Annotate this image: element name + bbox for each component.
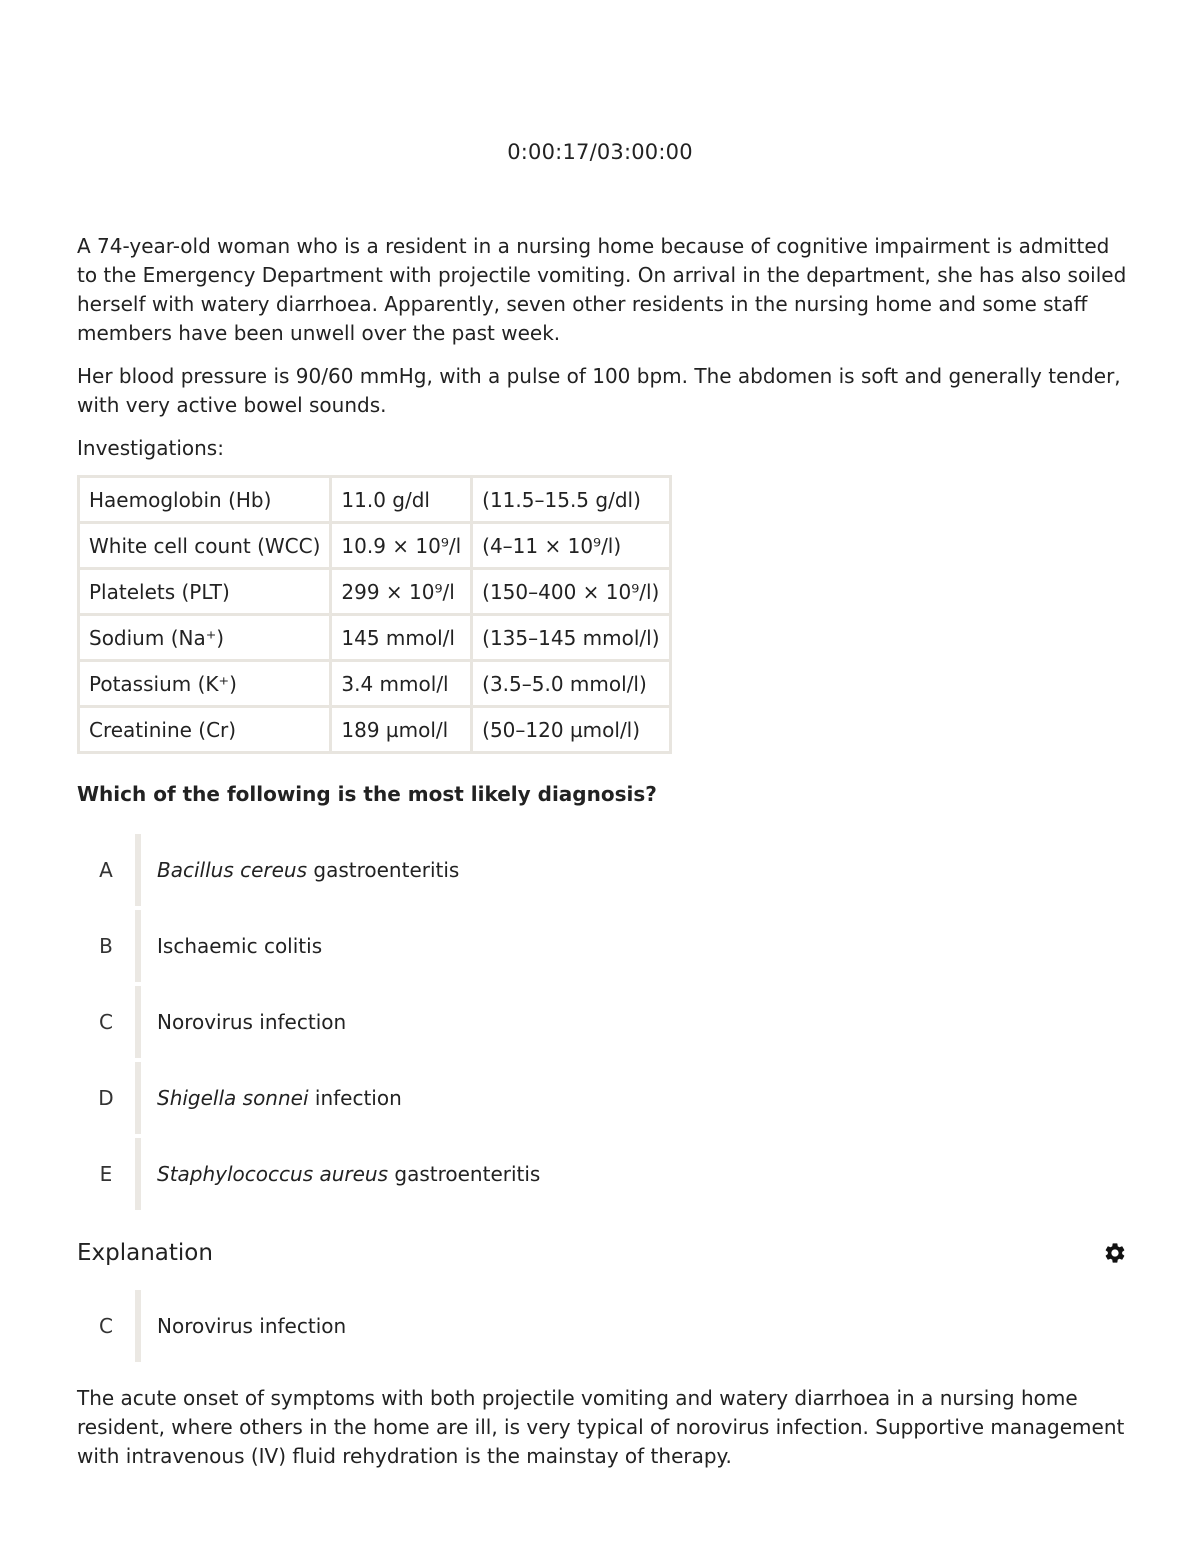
option-text: [141, 1162, 540, 1186]
lab-value: 145 mmol/l: [331, 615, 472, 661]
lab-value: 10.9 × 10⁹/l: [331, 523, 472, 569]
table-row: [79, 661, 671, 707]
option-b[interactable]: [77, 910, 1127, 982]
explanation-header: [77, 1238, 1127, 1268]
option-letter: A: [99, 858, 113, 882]
option-text: [141, 858, 459, 882]
option-letter: B: [99, 934, 113, 958]
answer-letter: C: [99, 1314, 113, 1338]
option-rest: Ischaemic colitis: [157, 934, 323, 958]
gear-icon[interactable]: [1103, 1241, 1127, 1265]
lab-value: 11.0 g/dl: [331, 477, 472, 523]
option-italic: Bacillus cereus: [157, 858, 308, 882]
lab-test: Haemoglobin (Hb): [79, 477, 331, 523]
option-text: [141, 1010, 346, 1034]
lab-range: (4–11 × 10⁹/l): [472, 523, 670, 569]
option-text: [141, 934, 322, 958]
option-e[interactable]: [77, 1138, 1127, 1210]
option-a[interactable]: [77, 834, 1127, 906]
lab-range: (11.5–15.5 g/dl): [472, 477, 670, 523]
question-prompt: Which of the following is the most likely diagnosis?: [77, 782, 657, 806]
exam-timer: 0:00:17/03:00:00: [507, 140, 693, 164]
answer-text: Norovirus infection: [157, 1314, 347, 1338]
lab-range: (135–145 mmol/l): [472, 615, 670, 661]
answer-options: [77, 834, 1127, 1210]
lab-test: Sodium (Na⁺): [79, 615, 331, 661]
table-row: [79, 707, 671, 753]
lab-range: (3.5–5.0 mmol/l): [472, 661, 670, 707]
investigations-label: Investigations:: [77, 436, 224, 460]
explanation-text: The acute onset of symptoms with both projectile vomiting and watery diarrhoea in a nursing home resident, where others in the home are ill, is very typical of norovirus infection. Supportive management with intravenous (IV) fluid rehydration is the mainstay of therapy.: [77, 1386, 1125, 1468]
stem-paragraph-1: A 74-year-old woman who is a resident in a nursing home because of cognitive impairment is admitted to the Emergency Department with projectile vomiting. On arrival in the department, she has also soiled herself with watery diarrhoea. Apparently, seven other residents in the nursing home and some staff members have been unwell over the past week.: [77, 234, 1127, 345]
option-italic: Shigella sonnei: [157, 1086, 309, 1110]
explanation-answer: [77, 1290, 1127, 1362]
lab-test: White cell count (WCC): [79, 523, 331, 569]
lab-test: Potassium (K⁺): [79, 661, 331, 707]
lab-value: 189 µmol/l: [331, 707, 472, 753]
option-rest: gastroenteritis: [307, 858, 460, 882]
table-row: [79, 615, 671, 661]
lab-range: (150–400 × 10⁹/l): [472, 569, 670, 615]
lab-range: (50–120 µmol/l): [472, 707, 670, 753]
lab-test: Platelets (PLT): [79, 569, 331, 615]
option-rest: gastroenteritis: [388, 1162, 541, 1186]
lab-value: 299 × 10⁹/l: [331, 569, 472, 615]
lab-value: 3.4 mmol/l: [331, 661, 472, 707]
option-letter: E: [99, 1162, 113, 1186]
option-d[interactable]: [77, 1062, 1127, 1134]
option-letter: D: [98, 1086, 114, 1110]
table-row: [79, 477, 671, 523]
lab-test: Creatinine (Cr): [79, 707, 331, 753]
option-c[interactable]: [77, 986, 1127, 1058]
option-rest: Norovirus infection: [157, 1010, 347, 1034]
table-row: [79, 523, 671, 569]
option-text: [141, 1086, 402, 1110]
option-italic: Staphylococcus aureus: [157, 1162, 389, 1186]
option-letter: C: [99, 1010, 113, 1034]
table-row: [79, 569, 671, 615]
question-content: [77, 232, 1127, 1491]
investigations-table: [77, 475, 672, 754]
stem-paragraph-2: Her blood pressure is 90/60 mmHg, with a pulse of 100 bpm. The abdomen is soft and generally tender, with very active bowel sounds.: [77, 364, 1121, 417]
explanation-heading: Explanation: [77, 1240, 213, 1266]
option-rest: infection: [308, 1086, 402, 1110]
